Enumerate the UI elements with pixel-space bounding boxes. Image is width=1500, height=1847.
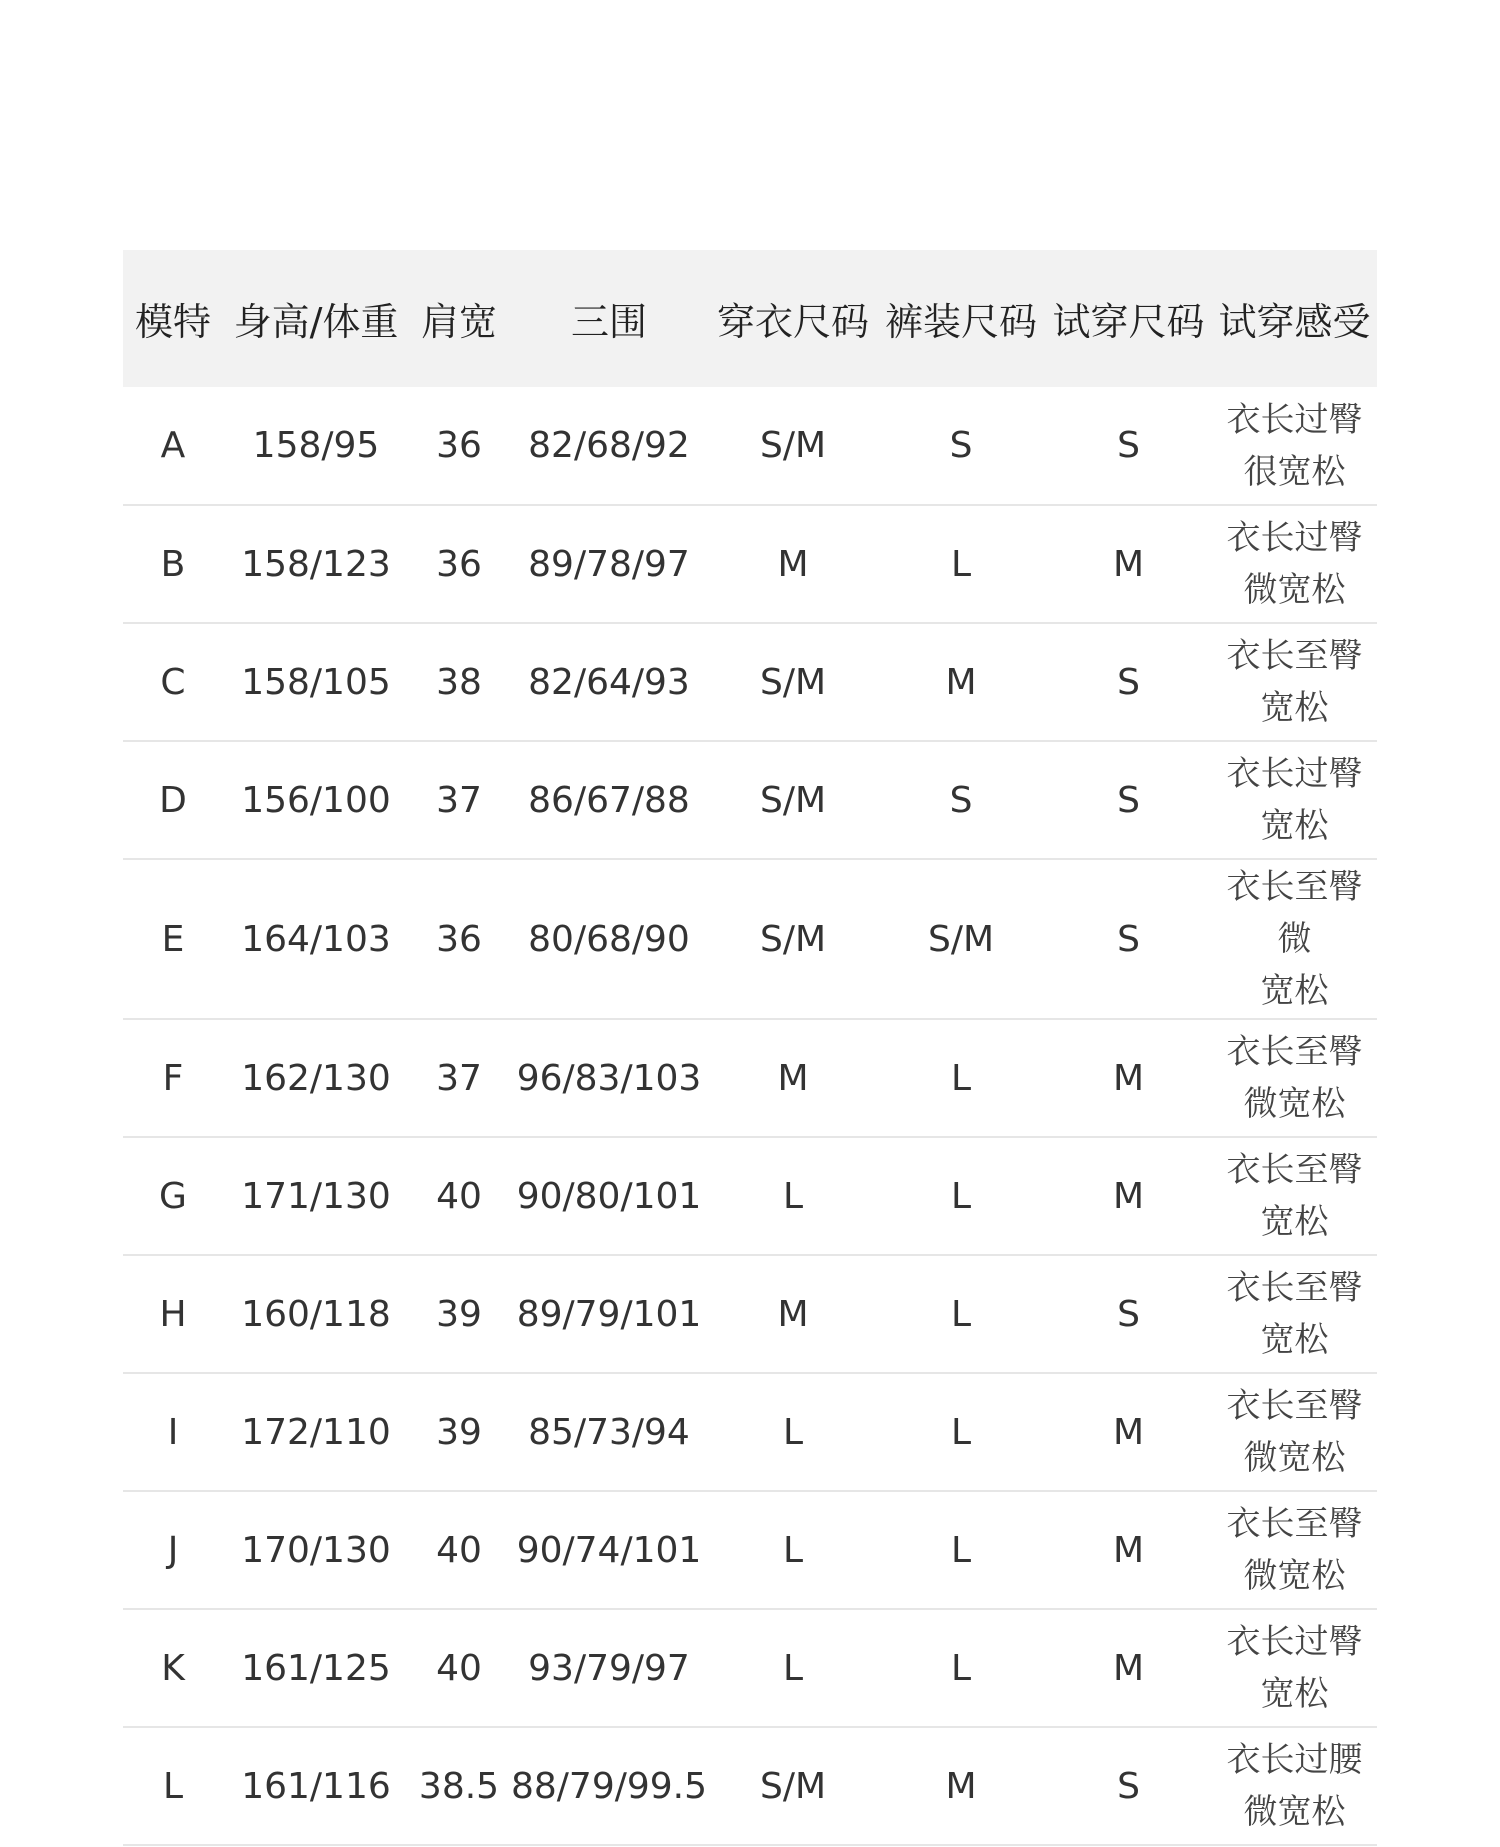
cell-top-size: S/M	[759, 1765, 827, 1807]
cell-feeling	[1212, 859, 1377, 1019]
cell-tried-size: M	[1112, 1647, 1145, 1689]
feeling-line: 衣长至臀	[1226, 867, 1363, 907]
feeling-line: 宽松	[1260, 1202, 1329, 1242]
table-row	[123, 387, 1377, 505]
cell-model: C	[160, 661, 186, 703]
cell-feeling	[1212, 623, 1377, 741]
feeling-line: 衣长至臀	[1226, 1032, 1363, 1072]
feeling-line: 衣长至臀	[1226, 1268, 1363, 1308]
cell-tried-size: S	[1117, 1293, 1140, 1335]
cell-measurements: 89/79/101	[516, 1293, 702, 1335]
cell-feeling	[1212, 1373, 1377, 1491]
cell-shoulder: 38.5	[418, 1765, 500, 1807]
table-row	[123, 623, 1377, 741]
table-row	[123, 1373, 1377, 1491]
cell-model: J	[167, 1529, 179, 1571]
table-row	[123, 1609, 1377, 1727]
feeling-line: 衣长过臀	[1226, 518, 1363, 558]
header-measurements: 三围	[570, 300, 647, 344]
feeling-line: 宽松	[1260, 806, 1329, 846]
cell-pants-size: M	[945, 1765, 977, 1807]
cell-top-size: M	[777, 543, 809, 585]
table-row	[123, 1019, 1377, 1137]
feeling-line: 微宽松	[1243, 1792, 1346, 1832]
cell-pants-size: S	[949, 779, 973, 821]
cell-top-size: L	[782, 1411, 804, 1453]
cell-tried-size: M	[1112, 1411, 1145, 1453]
header-height-weight: 身高/体重	[233, 300, 399, 344]
cell-tried-size: S	[1117, 779, 1140, 821]
cell-tried-size: S	[1117, 425, 1140, 466]
cell-shoulder: 39	[436, 1411, 482, 1453]
cell-measurements: 90/74/101	[516, 1529, 702, 1571]
size-chart	[123, 250, 1377, 1846]
cell-top-size: M	[777, 1293, 809, 1335]
header-top-size: 穿衣尺码	[716, 300, 869, 344]
cell-top-size: S/M	[759, 779, 827, 821]
cell-model: I	[167, 1411, 179, 1453]
header-model: 模特	[134, 300, 211, 344]
cell-pants-size: L	[950, 1411, 972, 1453]
cell-feeling	[1212, 741, 1377, 859]
cell-tried-size: S	[1117, 918, 1140, 960]
cell-tried-size: M	[1112, 543, 1145, 585]
feeling-line: 很宽松	[1243, 451, 1346, 492]
cell-feeling	[1212, 1137, 1377, 1255]
cell-pants-size: L	[950, 1647, 972, 1689]
cell-model: B	[160, 543, 186, 585]
table-row	[123, 1491, 1377, 1609]
header-pants-size: 裤装尺码	[884, 300, 1037, 344]
cell-pants-size: S	[949, 425, 973, 466]
table-row	[123, 1137, 1377, 1255]
cell-model: F	[162, 1057, 184, 1099]
cell-height-weight: 160/118	[241, 1293, 391, 1335]
feeling-line: 微宽松	[1243, 1438, 1346, 1478]
cell-top-size: L	[782, 1529, 804, 1571]
cell-model: H	[159, 1293, 187, 1335]
cell-measurements: 88/79/99.5	[510, 1765, 708, 1807]
header-shoulder: 肩宽	[420, 300, 497, 344]
cell-measurements: 80/68/90	[528, 918, 690, 960]
cell-height-weight: 172/110	[241, 1411, 391, 1453]
cell-shoulder: 40	[436, 1647, 482, 1689]
table-row	[123, 741, 1377, 859]
feeling-line: 衣长过臀	[1226, 1622, 1363, 1662]
cell-pants-size: L	[950, 1175, 972, 1217]
feeling-line: 宽松	[1260, 971, 1329, 1011]
cell-height-weight: 161/125	[241, 1647, 391, 1689]
cell-pants-size: L	[950, 543, 972, 585]
cell-shoulder: 38	[436, 661, 482, 703]
cell-model: D	[159, 779, 187, 821]
feeling-line: 衣长至臀	[1226, 1504, 1363, 1544]
cell-tried-size: M	[1112, 1057, 1145, 1099]
feeling-line: 微宽松	[1243, 570, 1346, 610]
cell-shoulder: 36	[436, 425, 482, 466]
size-table	[123, 250, 1377, 1846]
cell-feeling	[1212, 1019, 1377, 1137]
feeling-line: 衣长至臀	[1226, 636, 1363, 676]
cell-model: G	[159, 1175, 187, 1217]
table-row	[123, 859, 1377, 1019]
cell-measurements: 86/67/88	[528, 779, 690, 821]
table-row	[123, 1727, 1377, 1845]
cell-measurements: 96/83/103	[516, 1057, 702, 1099]
cell-model: K	[161, 1647, 185, 1689]
cell-measurements: 89/78/97	[528, 543, 690, 585]
feeling-line: 衣长至臀	[1226, 1386, 1363, 1426]
cell-top-size: M	[777, 1057, 809, 1099]
cell-tried-size: S	[1117, 1765, 1140, 1807]
cell-top-size: L	[782, 1175, 804, 1217]
feeling-line: 衣长过臀	[1226, 399, 1363, 440]
cell-tried-size: M	[1112, 1529, 1145, 1571]
feeling-line: 微	[1277, 919, 1312, 959]
cell-model: L	[162, 1765, 184, 1807]
cell-pants-size: L	[950, 1293, 972, 1335]
cell-height-weight: 171/130	[241, 1175, 391, 1217]
cell-top-size: L	[782, 1647, 804, 1689]
cell-shoulder: 37	[436, 1057, 482, 1099]
cell-shoulder: 39	[436, 1293, 482, 1335]
cell-shoulder: 37	[436, 779, 482, 821]
cell-feeling	[1212, 505, 1377, 623]
cell-tried-size: S	[1117, 661, 1140, 703]
cell-height-weight: 162/130	[241, 1057, 391, 1099]
feeling-line: 宽松	[1260, 688, 1329, 728]
feeling-line: 衣长至臀	[1226, 1150, 1363, 1190]
cell-height-weight: 164/103	[241, 918, 391, 960]
cell-feeling	[1212, 1609, 1377, 1727]
table-row	[123, 1255, 1377, 1373]
cell-measurements: 93/79/97	[528, 1647, 690, 1689]
cell-feeling	[1212, 1255, 1377, 1373]
header-feeling: 试穿感受	[1218, 300, 1371, 344]
feeling-line: 宽松	[1260, 1674, 1329, 1714]
cell-shoulder: 36	[436, 543, 482, 585]
cell-height-weight: 161/116	[241, 1765, 391, 1807]
table-row	[123, 505, 1377, 623]
cell-top-size: S/M	[759, 425, 827, 466]
cell-height-weight: 170/130	[241, 1529, 391, 1571]
cell-pants-size: S/M	[927, 918, 995, 960]
cell-height-weight: 158/95	[252, 425, 380, 466]
cell-feeling	[1212, 1727, 1377, 1845]
cell-top-size: S/M	[759, 918, 827, 960]
cell-shoulder: 40	[436, 1529, 482, 1571]
cell-shoulder: 40	[436, 1175, 482, 1217]
feeling-line: 衣长过臀	[1226, 754, 1363, 794]
cell-height-weight: 156/100	[241, 779, 391, 821]
header-tried-size: 试穿尺码	[1052, 300, 1205, 344]
cell-shoulder: 36	[436, 918, 482, 960]
cell-pants-size: L	[950, 1057, 972, 1099]
cell-measurements: 85/73/94	[528, 1411, 690, 1453]
cell-model: E	[161, 918, 185, 960]
cell-measurements: 82/64/93	[528, 661, 690, 703]
cell-measurements: 82/68/92	[528, 425, 690, 466]
feeling-line: 微宽松	[1243, 1084, 1346, 1124]
cell-model: A	[160, 425, 186, 466]
feeling-line: 衣长过腰	[1226, 1740, 1363, 1780]
feeling-line: 微宽松	[1243, 1556, 1346, 1596]
cell-pants-size: L	[950, 1529, 972, 1571]
cell-pants-size: M	[945, 661, 977, 703]
cell-measurements: 90/80/101	[516, 1175, 702, 1217]
table-header-row	[123, 250, 1377, 387]
feeling-line: 宽松	[1260, 1320, 1329, 1360]
cell-tried-size: M	[1112, 1175, 1145, 1217]
cell-feeling	[1212, 1491, 1377, 1609]
cell-height-weight: 158/105	[241, 661, 391, 703]
cell-feeling	[1212, 387, 1377, 505]
cell-height-weight: 158/123	[241, 543, 391, 585]
table-body	[123, 387, 1377, 1845]
cell-top-size: S/M	[759, 661, 827, 703]
